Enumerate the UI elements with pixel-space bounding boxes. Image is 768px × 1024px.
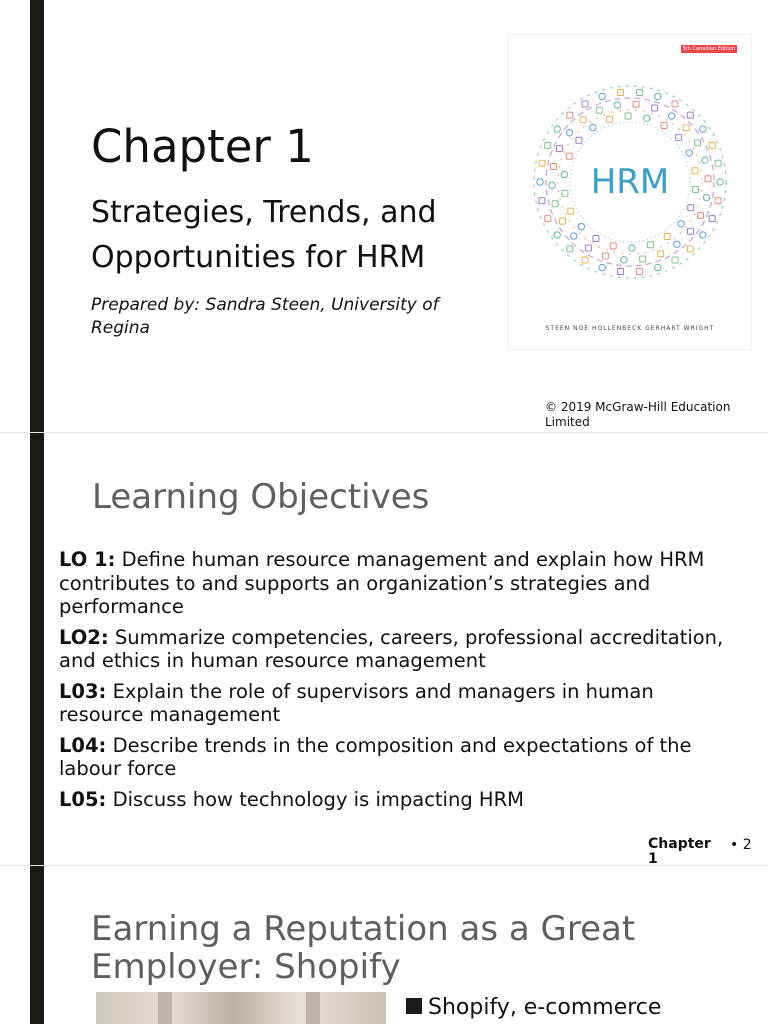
cover-doodle-icon <box>562 190 568 196</box>
cover-doodle-icon <box>705 176 711 182</box>
cover-doodle-icon <box>655 93 661 99</box>
objective-text: Discuss how technology is impacting HRM <box>106 787 524 811</box>
cover-doodle-icon <box>693 187 699 193</box>
cover-doodle-icon <box>567 112 573 118</box>
objective-text: Describe trends in the composition and expectations of the labour force <box>59 733 692 780</box>
cover-doodle-icon <box>568 208 574 214</box>
objective-item <box>59 734 739 781</box>
cover-doodle-icon <box>709 216 715 222</box>
cover-doodle-icon <box>554 232 560 238</box>
cover-doodle-icon <box>676 134 682 140</box>
objective-text: Explain the role of supervisors and managers in human resource management <box>59 679 654 726</box>
cover-doodle-icon <box>578 223 584 229</box>
objective-code: L03: <box>59 679 107 703</box>
cover-doodle-icon <box>636 89 642 95</box>
cover-doodle-icon <box>549 182 555 188</box>
cover-doodle-icon <box>702 157 708 163</box>
cover-doodle-icon <box>618 89 624 95</box>
cover-doodle-icon <box>614 102 620 108</box>
cover-doodle-icon <box>652 105 658 111</box>
cover-doodle-icon <box>551 164 557 170</box>
square-bullet-icon <box>406 998 422 1014</box>
copyright: © 2019 McGraw-Hill Education Limited <box>545 400 731 429</box>
cover-authors: STEEN NOE HOLLENBECK GERHART WRIGHT <box>545 325 715 332</box>
cover-doodle-icon <box>655 264 661 270</box>
cover-doodle-icon <box>715 198 721 204</box>
cover-doodle-icon <box>580 117 586 123</box>
objective-item <box>59 680 739 727</box>
accent-bar <box>30 433 44 865</box>
slide-heading: Earning a Reputation as a Great Employer: Shopify <box>91 909 636 987</box>
cover-doodle-icon <box>661 122 667 128</box>
cover-doodle-icon <box>636 269 642 275</box>
edition-tag: 5th Canadian Edition <box>682 46 735 52</box>
cover-doodle-icon <box>560 218 566 224</box>
chapter-subtitle: Strategies, Trends, and Opportunities for HRM <box>91 195 437 275</box>
cover-doodle-icon <box>700 126 706 132</box>
cover-doodle-icon <box>686 150 692 156</box>
cover-doodle-icon <box>599 264 605 270</box>
slide-shopify <box>0 866 768 1024</box>
cover-doodle-icon <box>582 101 588 107</box>
bullet-item <box>406 994 726 1022</box>
objective-code: L04: <box>59 733 107 757</box>
cover-doodle-icon <box>585 245 591 251</box>
cover-doodle-icon <box>590 124 596 130</box>
bullet-text: Shopify, e-commerce <box>428 995 662 1020</box>
chapter-title: Chapter 1 <box>91 120 314 173</box>
cover-doodle-icon <box>700 232 706 238</box>
objective-item <box>59 548 739 619</box>
objective-code: LO 1: <box>59 548 116 571</box>
objective-item <box>59 788 739 812</box>
cover-doodle-icon <box>658 251 664 257</box>
cover-doodle-icon <box>539 160 545 166</box>
cover-doodle-icon <box>566 130 572 136</box>
cover-doodle-icon <box>567 246 573 252</box>
cover-doodle-icon <box>644 115 650 121</box>
cover-doodle-icon <box>571 233 577 239</box>
slide-heading: Learning Objectives <box>92 477 430 517</box>
cover-doodle-icon <box>687 246 693 252</box>
cover-doodle-icon <box>561 171 567 177</box>
cover-doodle-icon <box>672 257 678 263</box>
objective-item <box>59 626 739 673</box>
slide-title <box>0 0 768 432</box>
objective-code: LO2: <box>59 625 109 649</box>
cover-doodle-icon <box>618 269 624 275</box>
cover-doodle-icon <box>694 140 700 146</box>
cover-hrm-word: HRM <box>590 162 670 202</box>
cover-doodle-icon <box>709 142 715 148</box>
cover-doodle-icon <box>596 107 602 113</box>
cover-doodle-icon <box>672 101 678 107</box>
cover-doodle-icon <box>545 216 551 222</box>
cover-doodle-icon <box>552 201 558 207</box>
cover-doodle-icon <box>610 243 616 249</box>
objectives-list <box>59 548 739 818</box>
objective-text: Define human resource management and explain how HRM contributes to and supports an organization’s strategies and performance <box>59 548 705 618</box>
slide-learning-objectives <box>0 433 768 865</box>
cover-doodle-icon <box>602 253 608 259</box>
cover-doodle-icon <box>625 113 631 119</box>
cover-doodle-icon <box>582 257 588 263</box>
cover-doodle-icon <box>545 142 551 148</box>
photo-beam <box>306 992 320 1024</box>
cover-doodle-icon <box>688 205 694 211</box>
accent-bar <box>30 0 44 432</box>
cover-doodle-icon <box>593 236 599 242</box>
footer-page-number: • 2 <box>730 837 752 853</box>
cover-doodle-icon <box>668 113 674 119</box>
cover-doodle-icon <box>692 168 698 174</box>
cover-doodle-icon <box>539 198 545 204</box>
prepared-by: Prepared by: Sandra Steen, University of Regina <box>91 295 439 338</box>
cover-doodle-icon <box>576 137 582 143</box>
cover-doodle-icon <box>554 126 560 132</box>
cover-doodle-icon <box>647 242 653 248</box>
cover-doodle-icon <box>633 101 639 107</box>
office-photo <box>96 992 386 1024</box>
accent-bar <box>30 866 44 1024</box>
cover-doodle-icon <box>537 179 543 185</box>
cover-doodle-icon <box>621 257 627 263</box>
cover-doodle-icon <box>687 112 693 118</box>
cover-doodle-icon <box>703 194 709 200</box>
hrm-icon-circle <box>523 75 737 289</box>
cover-doodle-icon <box>687 228 693 234</box>
cover-doodle-icon <box>599 93 605 99</box>
cover-doodle-icon <box>629 245 635 251</box>
cover-doodle-icon <box>664 233 670 239</box>
cover-doodle-icon <box>556 146 562 152</box>
book-cover-image <box>508 34 752 350</box>
cover-doodle-icon <box>640 256 646 262</box>
cover-doodle-icon <box>678 221 684 227</box>
photo-beam <box>158 992 172 1024</box>
cover-doodle-icon <box>683 125 689 131</box>
cover-doodle-icon <box>717 179 723 185</box>
cover-doodle-icon <box>607 116 613 122</box>
cover-doodle-icon <box>566 153 572 159</box>
objective-code: L05: <box>59 787 107 811</box>
cover-doodle-icon <box>715 160 721 166</box>
cover-doodle-icon <box>698 212 704 218</box>
footer-chapter: Chapter 1 <box>648 836 711 865</box>
objective-text: Summarize competencies, careers, professional accreditation, and ethics in human resource management <box>59 625 724 672</box>
cover-doodle-icon <box>674 241 680 247</box>
